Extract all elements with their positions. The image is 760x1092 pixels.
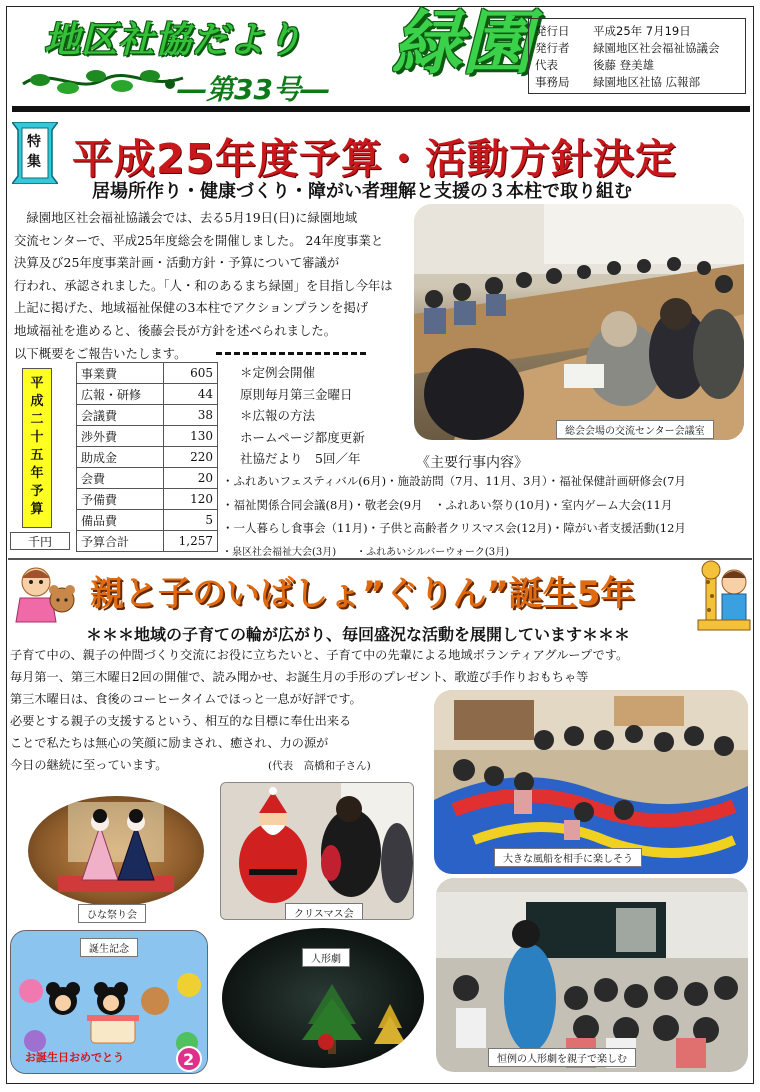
balloon-photo (434, 690, 748, 874)
issue-number: ―第33号― (178, 73, 329, 106)
article2-subhead: ＊＊＊地域の子育ての輪が広がり、毎回盛況な活動を展開しています＊＊＊ (86, 625, 631, 644)
article2-signature: (代表 高橋和子さん) (268, 760, 371, 772)
puppet-audience-photo (436, 878, 748, 1072)
article2-headline: 親と子のいばしょ”ぐりん”誕生5年 (90, 574, 635, 614)
article2-paragraph-wide: 子育て中の、親子の仲間づくり交流にお役に立ちたいと、子育て中の先輩による地域ボランティアグループです。 毎月第一、第三木曜日2回の開催で、読み聞かせ、お誕生月の手形のプレゼント、歌遊び手作りおもちゃ等 第三木曜日は、食後のコーヒータイムでほっと一息が好評です。 必要とする親子の支援するという、相互的な目標に奉仕出来る ことで私たちは無心の笑顔に励まされ、癒され、力の源が 今日の継続に至っています。 (10, 648, 629, 772)
puppet-show-label: 人形劇 (302, 948, 350, 967)
table-row: 会議費 38 (77, 405, 218, 426)
feature-headline: 平成25年度予算・活動方針決定 (72, 135, 678, 183)
meeting-photo-caption: 総会会場の交流センター会議室 (556, 420, 714, 439)
budget-table (76, 362, 218, 552)
table-row: 備品費 5 (77, 510, 218, 531)
budget-year-label: 平成二十五年予算 (22, 368, 52, 528)
info-row-date: 発行日 平成25年 7月19日 (535, 24, 691, 38)
svg-text:2: 2 (183, 1050, 195, 1069)
budget-unit: 千円 (10, 532, 70, 550)
info-row-publisher: 発行者 緑園地区社会福祉協議会 (535, 41, 720, 55)
hina-photo (28, 796, 204, 906)
info-row-representative: 代表 後藤 登美雄 (535, 58, 655, 72)
section-divider (8, 558, 752, 560)
table-row: 予算合計 1,257 (77, 531, 218, 552)
dash-divider (216, 352, 366, 355)
table-row: 助成金 220 (77, 447, 218, 468)
girl-with-bear-icon (12, 564, 80, 628)
xmas-photo-caption: クリスマス会 (285, 903, 363, 920)
leaf-ornament-icon (18, 60, 188, 100)
meeting-info: ＊定例会開催 原則毎月第三金曜日 ＊広報の方法 ホームページ都度更新 社協だより 5回／年 (240, 365, 365, 467)
masthead-title: 地区社協だより (44, 20, 304, 61)
masthead-rule (12, 106, 750, 112)
xmas-photo (220, 782, 414, 920)
events-title: 《主要行事内容》 (416, 455, 528, 471)
puppet-audience-caption: 恒例の人形劇を親子で楽しむ (488, 1048, 636, 1067)
events-list: ・ふれあいフェスティバル(6月)・施設訪問（7月、11月、3月）・福祉保健計画研修会(7月 ・福祉関係合同会議(8月)・敬老会(9月 ・ふれあい祭り(10月)・室内ゲーム大会(11月 ・一人暮らし食事会（11月)・子供と高齢者クリスマス会(12月)・障がい者支援活動(12月 ・泉区社会福祉大会(3月) ・ふれあいシルバーウォーク(3月) (222, 474, 686, 558)
child-with-giraffe-icon (694, 560, 754, 636)
feature-badge (12, 122, 58, 184)
feature-paragraph: 緑園地区社会福祉協議会では、去る5月19日(日)に緑園地域 交流センターで、平成25年度総会を開催しました。 24年度事業と 決算及び25年度事業計画・活動方針・予算について審議が 行われ、承認されました。「人・和のあるまち緑園」を目指し今年は 上記に掲げた、地域福祉保健の3本柱でアクションプランを掲げ 地域福祉を進めると、後藤会長が方針を述べられました。 以下概要をご報告いたします。 (14, 210, 393, 361)
feature-badge-label: 特集 (27, 134, 41, 170)
birthday-board-text: お誕生日おめでとう (25, 1051, 124, 1064)
balloon-photo-caption: 大きな風船を相手に楽しそう (494, 848, 642, 867)
table-row: 事業費 605 (77, 363, 218, 384)
table-row: 会費 20 (77, 468, 218, 489)
publication-info-box (528, 18, 746, 94)
table-row: 予備費 120 (77, 489, 218, 510)
masthead-district-name: 緑園 (392, 2, 532, 84)
info-row-office: 事務局 緑園地区社協 広報部 (535, 75, 701, 89)
birthday-label: 誕生記念 (80, 938, 138, 957)
table-row: 広報・研修 44 (77, 384, 218, 405)
hina-photo-caption: ひな祭り会 (78, 904, 146, 923)
feature-subhead: 居場所作り・健康づくり・障がい者理解と支援の３本柱で取り組む (92, 181, 632, 202)
table-row: 渉外費 130 (77, 426, 218, 447)
meeting-photo (414, 204, 744, 440)
